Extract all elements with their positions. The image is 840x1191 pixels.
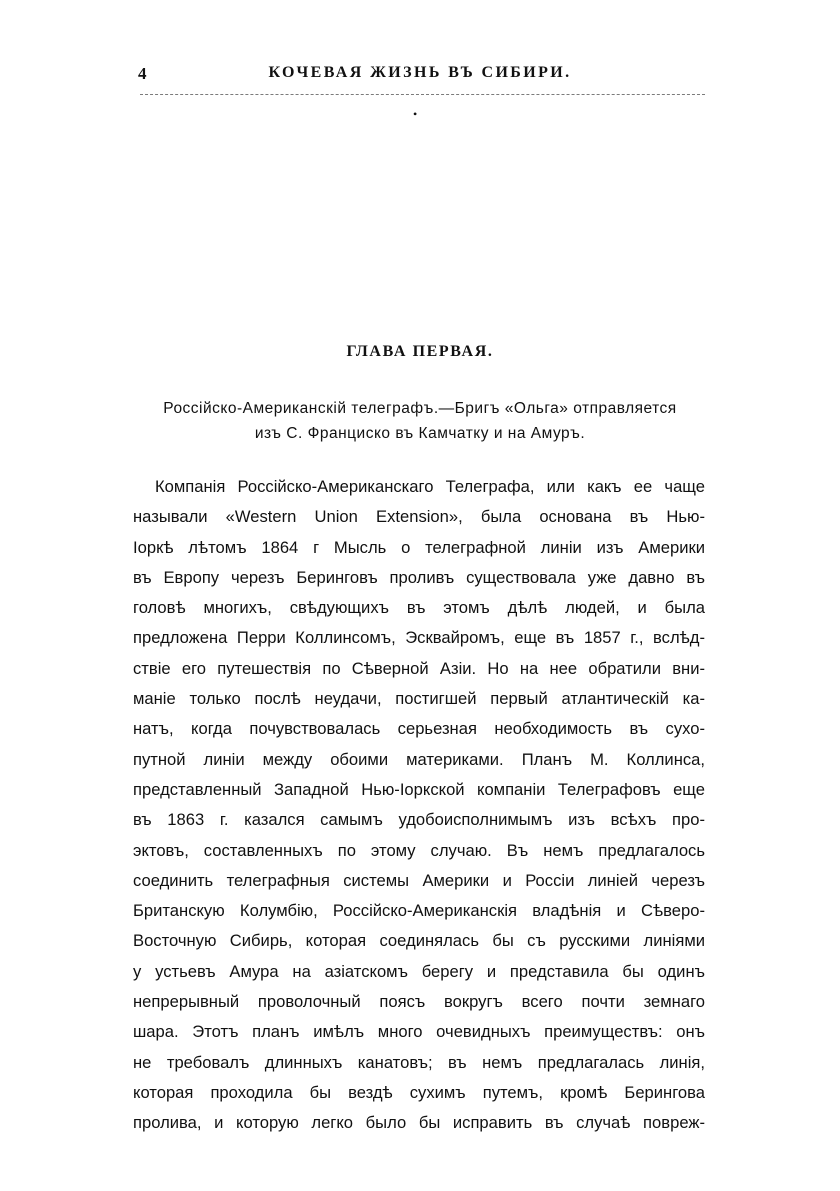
- text-line: Британскую Колумбію, Россійско-Американскія владѣнія и Сѣверо-: [133, 901, 705, 921]
- ink-speck-mark: •: [413, 107, 418, 121]
- text-line: въ Европу черезъ Беринговъ проливъ существовала уже давно въ: [133, 567, 705, 587]
- text-line: путной линіи между обоими материками. Планъ М. Коллинса,: [133, 749, 705, 769]
- text-line: предложена Перри Коллинсомъ, Эсквайромъ, еще въ 1857 г., вслѣд-: [133, 628, 705, 648]
- text-line: представленный Западной Нью-Іоркской компаніи Телеграфовъ еще: [133, 779, 705, 799]
- text-line: непрерывный проволочный поясъ вокругъ всего почти земнаго: [133, 992, 705, 1012]
- text-line: у устьевъ Амура на азіатскомъ берегу и представила бы одинъ: [133, 961, 705, 981]
- page-number: 4: [138, 64, 147, 83]
- text-line: въ 1863 г. казался самымъ удобоисполнимымъ изъ всѣхъ про-: [133, 810, 705, 830]
- chapter-summary-line: изъ С. Франциско въ Камчатку и на Амуръ.: [254, 425, 586, 442]
- text-line: не требовалъ длинныхъ канатовъ; въ немъ предлагалась линія,: [133, 1052, 705, 1072]
- header-rule: [140, 94, 705, 95]
- chapter-summary: [110, 396, 730, 446]
- text-line: соединить телеграфныя системы Америки и Россіи линіей черезъ: [133, 870, 705, 890]
- text-line: ствіе его путешествія по Сѣверной Азіи. Но на нее обратили вни-: [133, 658, 705, 678]
- body-paragraph: [133, 472, 705, 1139]
- text-line: которая проходила бы вездѣ сухимъ путемъ, кромѣ Берингова: [133, 1082, 705, 1102]
- text-line: пролива, и которую легко было бы исправить въ случаѣ повреж-: [133, 1113, 705, 1133]
- text-line: головѣ многихъ, свѣдующихъ въ этомъ дѣлѣ людей, и была: [133, 598, 705, 618]
- text-line: шара. Этотъ планъ имѣлъ много очевидныхъ преимуществъ: онъ: [133, 1022, 705, 1042]
- text-line: натъ, когда почувствовалась серьезная необходимость въ сухо-: [133, 719, 705, 739]
- text-line: маніе только послѣ неудачи, постигшей первый атлантическій ка-: [133, 689, 705, 709]
- running-title: КОЧЕВАЯ ЖИЗНЬ ВЪ СИБИРИ.: [268, 64, 572, 81]
- running-head: [0, 62, 840, 92]
- text-line: Іоркѣ лѣтомъ 1864 г Мысль о телеграфной линіи изъ Америки: [133, 537, 705, 557]
- chapter-summary-line: Россійско-Американскій телеграфъ.—Бригъ «Ольга» отправляется: [163, 400, 677, 417]
- text-line: эктовъ, составленныхъ по этому случаю. Въ немъ предлагалось: [133, 840, 705, 860]
- text-line: называли «Western Union Extension», была основана въ Нью-: [133, 507, 705, 527]
- text-line: Восточную Сибирь, которая соединялась бы съ русскими линіями: [133, 931, 705, 951]
- text-line: Компанія Россійско-Американскаго Телеграфа, или какъ ее чаще: [155, 477, 705, 496]
- chapter-title: ГЛАВА ПЕРВАЯ.: [346, 343, 494, 360]
